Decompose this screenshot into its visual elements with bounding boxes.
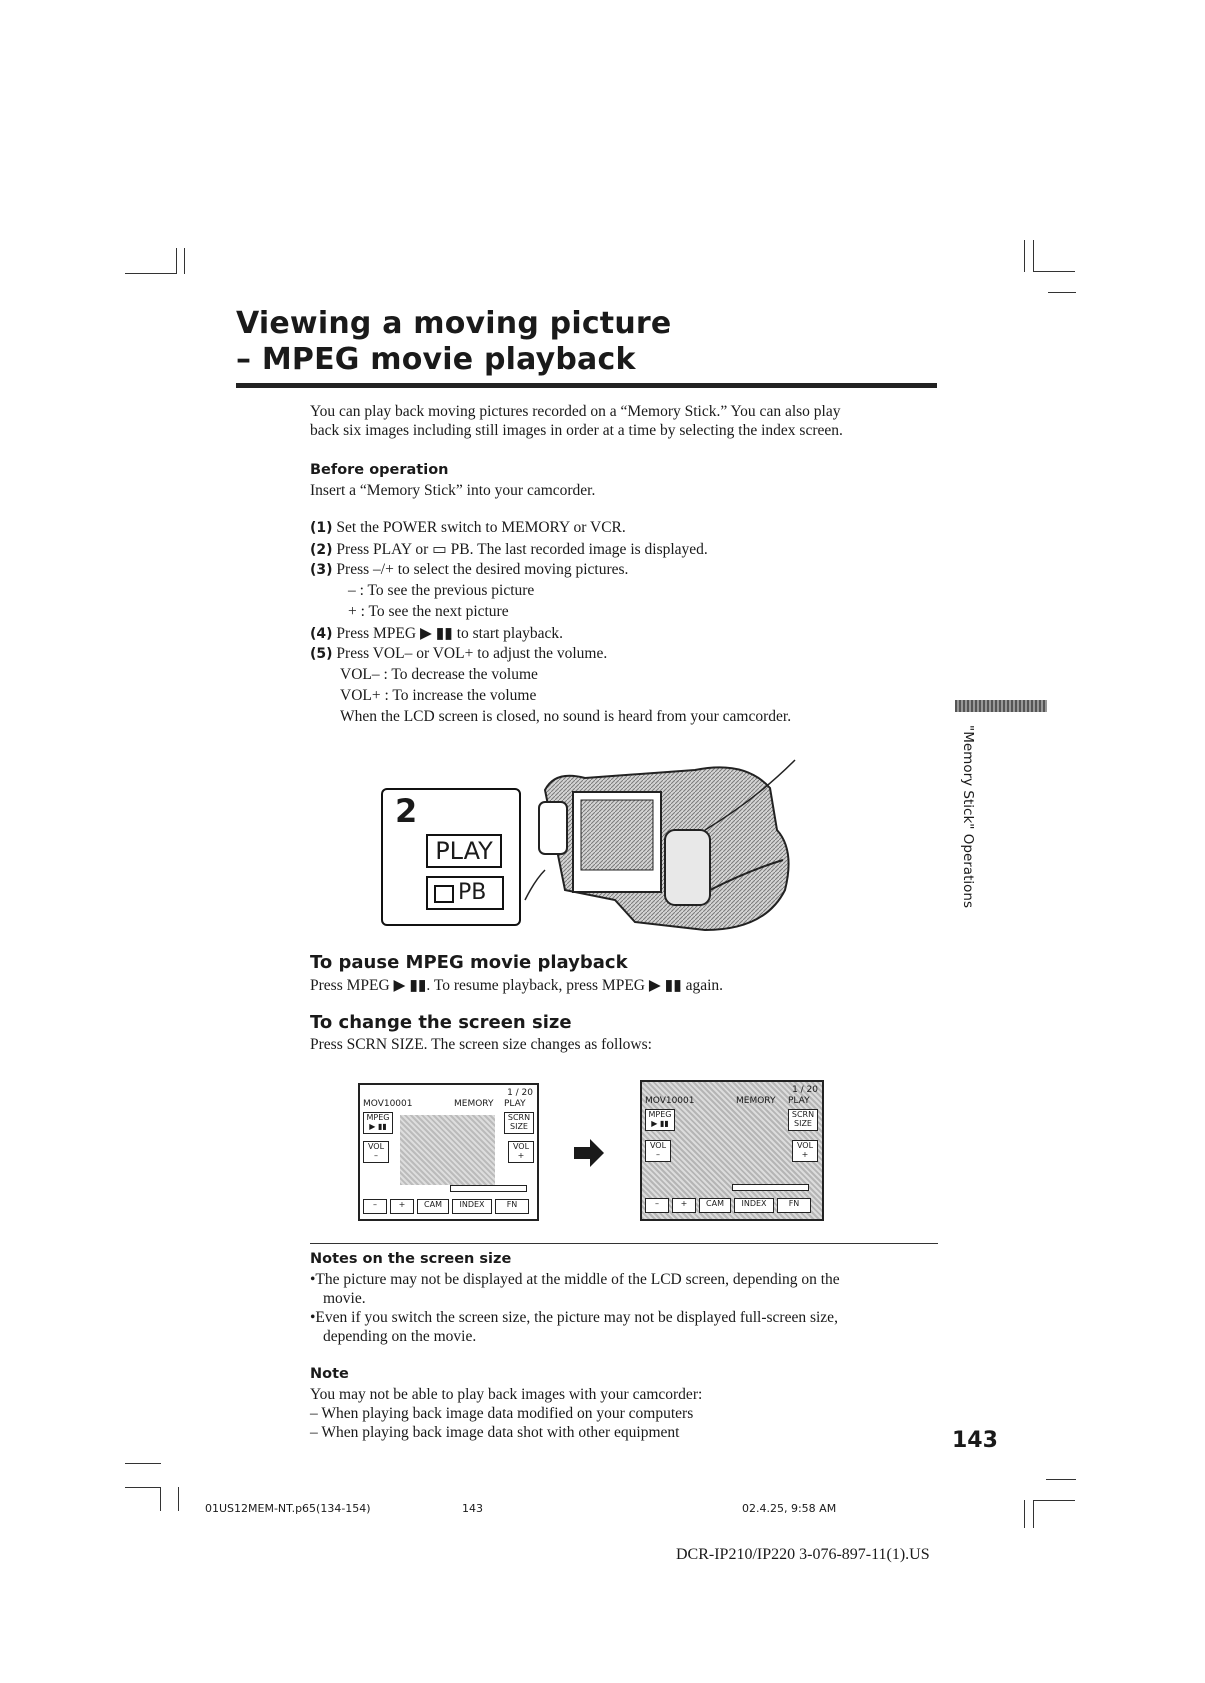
crop-mark <box>178 1487 179 1511</box>
section-divider <box>310 1243 938 1244</box>
lcd-vol-label: VOL <box>649 1141 667 1150</box>
lcd-counter: 1 / 20 <box>507 1088 533 1098</box>
lcd-fn-button[interactable]: FN <box>495 1199 529 1214</box>
lcd-plus-button[interactable]: + <box>390 1199 414 1214</box>
footer-page: 143 <box>462 1502 483 1515</box>
crop-mark <box>1024 1500 1025 1528</box>
play-pause-icon: ▶ ▮▮ <box>369 1122 387 1131</box>
lcd-scrn-label: SCRN <box>507 1113 531 1122</box>
step-number: (4) <box>310 626 333 642</box>
illustration-step-number: 2 <box>395 792 418 830</box>
step-text: Set the POWER switch to MEMORY or VCR. <box>336 519 626 536</box>
crop-mark <box>125 273 177 274</box>
note-line1: You may not be able to play back images with your camcorder: <box>310 1386 703 1403</box>
crop-mark <box>160 1487 161 1511</box>
lcd-mpeg-label: MPEG <box>366 1113 390 1122</box>
screen-size-heading: To change the screen size <box>310 1012 572 1033</box>
lcd-mpeg-label: MPEG <box>648 1110 672 1119</box>
step5-sub-2: VOL+ : To increase the volume <box>340 687 537 704</box>
step-number: (1) <box>310 520 333 536</box>
page-title-line1: Viewing a moving picture <box>236 306 672 341</box>
step-2 <box>310 540 708 559</box>
before-operation-heading: Before operation <box>310 462 449 478</box>
lcd-volume-bar <box>732 1184 809 1191</box>
pb-label: PB <box>458 880 487 905</box>
lcd-plus-label: + <box>517 1151 525 1160</box>
lcd-filename: MOV10001 <box>363 1099 413 1109</box>
notes-screen-item1-line1: •The picture may not be displayed at the middle of the LCD screen, depending on the <box>310 1271 840 1288</box>
side-tab-label: "Memory Stick" Operations <box>960 725 976 908</box>
notes-screen-item2-line1: •Even if you switch the screen size, the picture may not be displayed full-screen size, <box>310 1309 838 1326</box>
lcd-vol-label: VOL <box>796 1141 814 1150</box>
step-number: (2) <box>310 542 333 558</box>
note-line2: – When playing back image data modified on your computers <box>310 1405 694 1422</box>
footer-file: 01US12MEM-NT.p65(134-154) <box>205 1502 371 1515</box>
side-tab <box>958 725 982 910</box>
lcd-mpeg-button[interactable] <box>645 1109 675 1131</box>
lcd-cam-button[interactable]: CAM <box>699 1198 731 1213</box>
step-number: (3) <box>310 562 333 578</box>
lcd-mode: MEMORY <box>736 1096 776 1106</box>
crop-mark <box>1033 1500 1075 1501</box>
lcd-minus-label: – <box>656 1150 660 1159</box>
arrow-right-icon <box>572 1138 606 1168</box>
play-pause-icon: ▶ ▮▮ <box>651 1119 669 1128</box>
step-5 <box>310 645 607 663</box>
play-button: PLAY <box>426 834 502 868</box>
step-3 <box>310 561 628 579</box>
lcd-minus-button[interactable]: – <box>645 1198 669 1213</box>
note-heading: Note <box>310 1366 349 1382</box>
lcd-filename: MOV10001 <box>645 1096 695 1106</box>
lcd-cam-button[interactable]: CAM <box>417 1199 449 1214</box>
lcd-vol-label: VOL <box>512 1142 530 1151</box>
pause-heading: To pause MPEG movie playback <box>310 952 628 973</box>
camcorder-illustration <box>515 740 805 940</box>
lcd-play: PLAY <box>788 1096 810 1106</box>
footer-date: 02.4.25, 9:58 AM <box>742 1502 837 1515</box>
lcd-index-button[interactable]: INDEX <box>734 1198 774 1213</box>
step-text: Press PLAY or ▭ PB. The last recorded image is displayed. <box>336 541 708 558</box>
step-number: (5) <box>310 646 333 662</box>
step-4 <box>310 624 563 643</box>
lcd-vol-minus-button[interactable] <box>645 1140 671 1162</box>
crop-mark <box>125 1487 161 1488</box>
side-tab-bar <box>955 700 1047 712</box>
crop-mark <box>176 248 177 274</box>
lcd-plus-label: + <box>801 1150 809 1159</box>
lcd-counter: 1 / 20 <box>792 1085 818 1095</box>
lcd-mode: MEMORY <box>454 1099 494 1109</box>
lcd-plus-button[interactable]: + <box>672 1198 696 1213</box>
note-line3: – When playing back image data shot with other equipment <box>310 1424 680 1441</box>
crop-mark <box>1024 240 1025 272</box>
page-title-line2: – MPEG movie playback <box>236 342 636 377</box>
memory-stick-icon <box>434 885 454 903</box>
lcd-play: PLAY <box>504 1099 526 1109</box>
page-number: 143 <box>952 1428 998 1453</box>
step5-sub-1: VOL– : To decrease the volume <box>340 666 538 683</box>
crop-mark <box>1048 292 1076 293</box>
step3-sub-1: – : To see the previous picture <box>348 582 535 599</box>
lcd-size-label: SIZE <box>510 1122 528 1131</box>
lcd-screen-full <box>640 1080 824 1221</box>
step-text: Press VOL– or VOL+ to adjust the volume. <box>336 645 608 662</box>
lcd-vol-minus-button[interactable] <box>363 1141 389 1163</box>
lcd-vol-plus-button[interactable] <box>792 1140 818 1162</box>
crop-mark <box>1033 240 1034 272</box>
footer-model: DCR-IP210/IP220 3-076-897-11(1).US <box>676 1546 930 1563</box>
lcd-vol-label: VOL <box>367 1142 385 1151</box>
crop-mark <box>1033 271 1075 272</box>
crop-mark <box>1046 1479 1076 1480</box>
step-text: Press MPEG ▶ ▮▮ to start playback. <box>336 625 564 642</box>
step-text: Press –/+ to select the desired moving pictures. <box>336 561 629 578</box>
before-operation-text: Insert a “Memory Stick” into your camcorder. <box>310 482 596 499</box>
lcd-scrn-label: SCRN <box>791 1110 815 1119</box>
intro-line2: back six images including still images in order at a time by selecting the index screen. <box>310 422 843 439</box>
lcd-index-button[interactable]: INDEX <box>452 1199 492 1214</box>
lcd-size-label: SIZE <box>794 1119 812 1128</box>
screen-size-text: Press SCRN SIZE. The screen size changes as follows: <box>310 1036 652 1053</box>
step5-sub-3: When the LCD screen is closed, no sound is heard from your camcorder. <box>340 708 792 725</box>
notes-screen-heading: Notes on the screen size <box>310 1251 512 1267</box>
step-1 <box>310 519 626 537</box>
notes-screen-item2-line2: depending on the movie. <box>323 1328 477 1345</box>
step3-sub-2: + : To see the next picture <box>348 603 509 620</box>
crop-mark <box>125 1463 161 1464</box>
pb-button <box>426 876 504 910</box>
lcd-vol-plus-button[interactable] <box>508 1141 534 1163</box>
intro-line1: You can play back moving pictures recorded on a “Memory Stick.” You can also play <box>310 403 841 420</box>
lcd-volume-bar <box>450 1185 527 1192</box>
pause-text: Press MPEG ▶ ▮▮. To resume playback, press MPEG ▶ ▮▮ again. <box>310 977 724 994</box>
lcd-minus-button[interactable]: – <box>363 1199 387 1214</box>
lcd-scrn-size-button[interactable] <box>504 1112 534 1134</box>
lcd-picture <box>400 1115 495 1185</box>
lcd-screen-normal <box>358 1083 539 1221</box>
lcd-mpeg-button[interactable] <box>363 1112 393 1134</box>
crop-mark <box>184 248 185 274</box>
notes-screen-item1-line2: movie. <box>323 1290 366 1307</box>
lcd-scrn-size-button[interactable] <box>788 1109 818 1131</box>
crop-mark <box>1033 1500 1034 1528</box>
lcd-fn-button[interactable]: FN <box>777 1198 811 1213</box>
lcd-minus-label: – <box>374 1151 378 1160</box>
title-rule <box>236 383 937 388</box>
